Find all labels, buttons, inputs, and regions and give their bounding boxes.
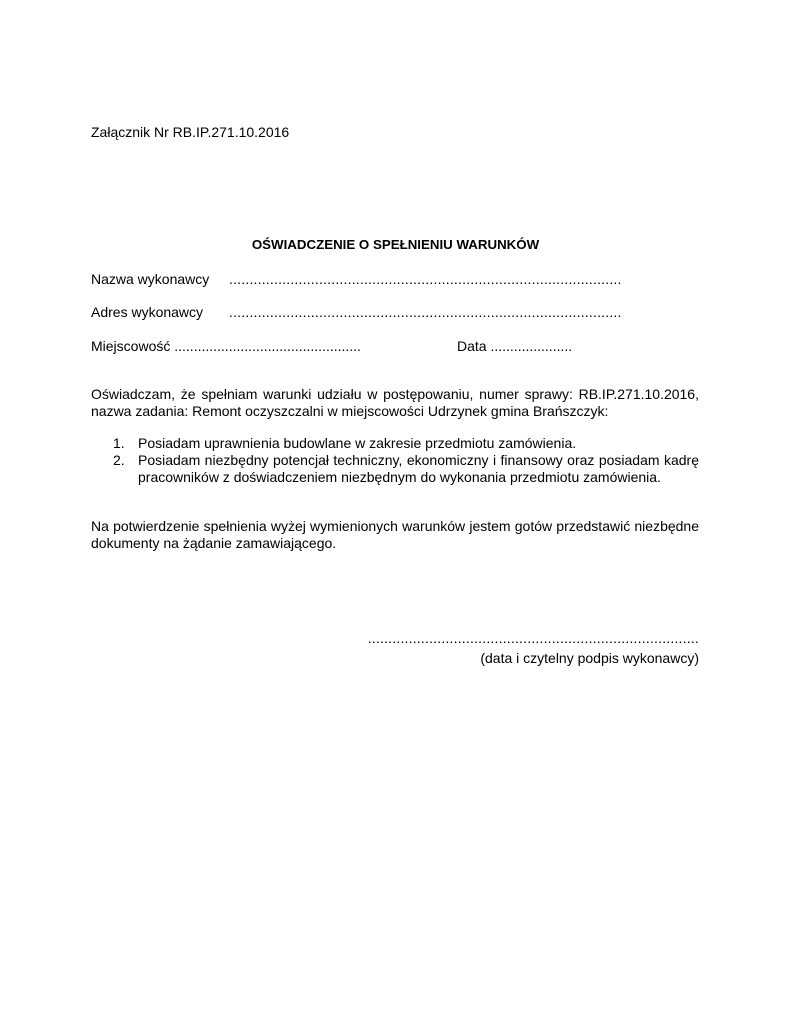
list-item-number: 2. [113, 452, 125, 468]
list-item [113, 435, 699, 452]
statement-line-2: nazwa zadania: Remont oczyszczalni w miejscowości Udrzynek gmina Brańszczyk: [91, 403, 609, 419]
closing-paragraph: Na potwierdzenie spełnienia wyżej wymienionych warunków jestem gotów przedstawić niezbędne dokumenty na żądanie zamawiającego. [91, 518, 699, 551]
contractor-address-blank: ................................................................................................ [229, 304, 622, 320]
contractor-address-label: Adres wykonawcy [91, 304, 204, 320]
annex-number: Załącznik Nr RB.IP.271.10.2016 [91, 124, 290, 140]
contractor-name-blank: ................................................................................................ [229, 271, 622, 287]
list-item-number: 1. [113, 435, 125, 451]
document-title: OŚWIADCZENIE O SPEŁNIENIU WARUNKÓW [251, 237, 540, 252]
list-item [113, 452, 699, 486]
place-field: Miejscowość ................................................ [91, 338, 361, 354]
list-item-text: Posiadam niezbędny potencjał techniczny, ekonomiczny i finansowy oraz posiadam kadrę pracowników z doświadczeniem niezbędnym do wykonania przedmiotu zamówienia. [138, 452, 699, 485]
signature-caption: (data i czytelny podpis wykonawcy) [480, 650, 699, 666]
signature-line: ................................................................................. [367, 630, 699, 646]
date-field: Data ..................... [457, 338, 573, 354]
statement-line-1: Oświadczam, że spełniam warunki udziału w postępowaniu, numer sprawy: RB.IP.271.10.2016, [91, 386, 699, 402]
conditions-list [113, 435, 699, 486]
list-item-text: Posiadam uprawnienia budowlane w zakresie przedmiotu zamówienia. [138, 435, 577, 451]
contractor-name-label: Nazwa wykonawcy [91, 271, 210, 287]
statement-paragraph [91, 386, 699, 420]
